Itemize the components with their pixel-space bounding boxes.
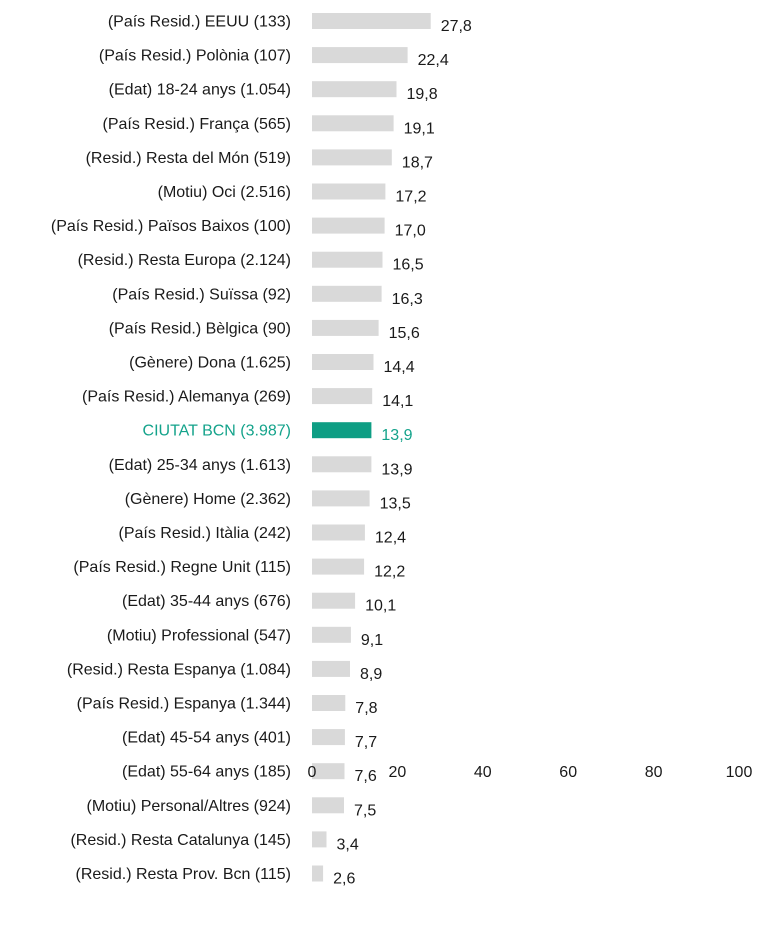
- bar: [312, 354, 374, 370]
- value-label: 10,1: [365, 597, 397, 615]
- category-label: (País Resid.) Espanya (1.344): [76, 695, 291, 713]
- bar: [312, 320, 379, 336]
- bar: [312, 456, 371, 472]
- category-labels: [51, 14, 291, 884]
- bar: [312, 286, 382, 302]
- bar: [312, 388, 372, 404]
- category-label: (Edat) 35-44 anys (676): [122, 593, 291, 611]
- bar: [312, 866, 323, 882]
- category-label: (País Resid.) França (565): [102, 115, 291, 133]
- category-label: (País Resid.) Països Baixos (100): [50, 218, 291, 236]
- value-label: 7,8: [355, 700, 378, 717]
- bar: [312, 149, 392, 165]
- value-label: 19,1: [403, 120, 435, 138]
- category-label: (Resid.) Resta del Món (519): [85, 149, 291, 167]
- bar: [312, 627, 351, 643]
- bar: [312, 525, 365, 541]
- bar: [312, 661, 350, 677]
- category-label: (Edat) 55-64 anys (185): [122, 763, 291, 781]
- value-label: 14,4: [383, 359, 415, 376]
- category-label: (Edat) 25-34 anys (1.613): [108, 456, 291, 474]
- category-label: (País Resid.) Bèlgica (90): [108, 320, 291, 338]
- bar: [312, 252, 383, 268]
- category-label: (Motiu) Personal/Altres (924): [86, 797, 291, 815]
- category-label: (País Resid.) Polònia (107): [98, 47, 291, 65]
- bar: [312, 218, 385, 234]
- value-label: 16,5: [392, 256, 424, 274]
- value-label: 16,3: [391, 290, 423, 308]
- category-label: (Edat) 45-54 anys (401): [122, 729, 291, 747]
- value-label: 17,2: [395, 188, 427, 206]
- x-tick-label: 0: [307, 764, 317, 781]
- x-tick-label: 80: [644, 764, 663, 781]
- category-label: (Resid.) Resta Europa (2.124): [77, 252, 291, 270]
- category-label: (País Resid.) Regne Unit (115): [73, 559, 291, 577]
- x-tick-label: 20: [388, 764, 407, 781]
- category-label: (País Resid.) EEUU (133): [107, 13, 291, 31]
- value-label: 13,9: [381, 427, 413, 445]
- category-label: (Motiu) Oci (2.516): [157, 184, 291, 201]
- value-label: 3,4: [336, 836, 359, 854]
- category-label: (País Resid.) Suïssa (92): [112, 286, 291, 304]
- value-label: 12,2: [374, 563, 406, 581]
- value-label: 8,9: [360, 665, 383, 683]
- x-tick-label: 40: [473, 764, 492, 781]
- bar: [312, 831, 327, 847]
- category-label: (Motiu) Professional (547): [106, 627, 291, 645]
- bar: [312, 797, 344, 813]
- bar: [312, 763, 345, 779]
- value-label: 7,7: [354, 734, 378, 752]
- bars-layer: [312, 13, 431, 882]
- category-label: (Resid.) Resta Catalunya (145): [70, 831, 291, 849]
- bar: [312, 81, 397, 97]
- category-label: (Edat) 18-24 anys (1.054): [108, 81, 291, 99]
- bar: [312, 593, 355, 609]
- category-label: CIUTAT BCN (3.987): [142, 422, 291, 440]
- value-label: 13,9: [381, 461, 413, 479]
- bar: [312, 729, 345, 745]
- bar-highlight: [312, 422, 371, 438]
- value-label: 13,5: [379, 495, 411, 513]
- bar: [312, 559, 364, 575]
- value-label: 14,1: [382, 393, 414, 411]
- value-labels: [333, 18, 472, 888]
- bar: [312, 695, 345, 711]
- bar: [312, 13, 431, 29]
- bar: [312, 184, 385, 200]
- x-tick-label: 60: [559, 764, 578, 781]
- value-label: 22,4: [417, 52, 449, 70]
- bar: [312, 490, 370, 506]
- bar: [312, 115, 394, 131]
- value-label: 7,6: [354, 768, 377, 786]
- value-label: 18,7: [401, 154, 433, 172]
- value-label: 15,6: [388, 324, 420, 342]
- value-label: 19,8: [406, 86, 438, 104]
- value-label: 7,5: [354, 802, 377, 820]
- category-label: (Gènere) Dona (1.625): [129, 354, 291, 372]
- value-label: 9,1: [360, 631, 384, 649]
- bar: [312, 47, 408, 63]
- value-label: 27,8: [440, 18, 472, 35]
- category-label: (Resid.) Resta Prov. Bcn (115): [75, 866, 291, 883]
- value-label: 2,6: [333, 870, 356, 888]
- value-label: 17,0: [394, 222, 426, 240]
- x-tick-label: 100: [725, 764, 753, 781]
- category-label: (Resid.) Resta Espanya (1.084): [66, 661, 291, 679]
- value-label: 12,4: [374, 529, 407, 547]
- category-label: (Gènere) Home (2.362): [124, 490, 291, 508]
- category-label: (País Resid.) Itàlia (242): [118, 525, 291, 542]
- category-label: (País Resid.) Alemanya (269): [82, 388, 291, 406]
